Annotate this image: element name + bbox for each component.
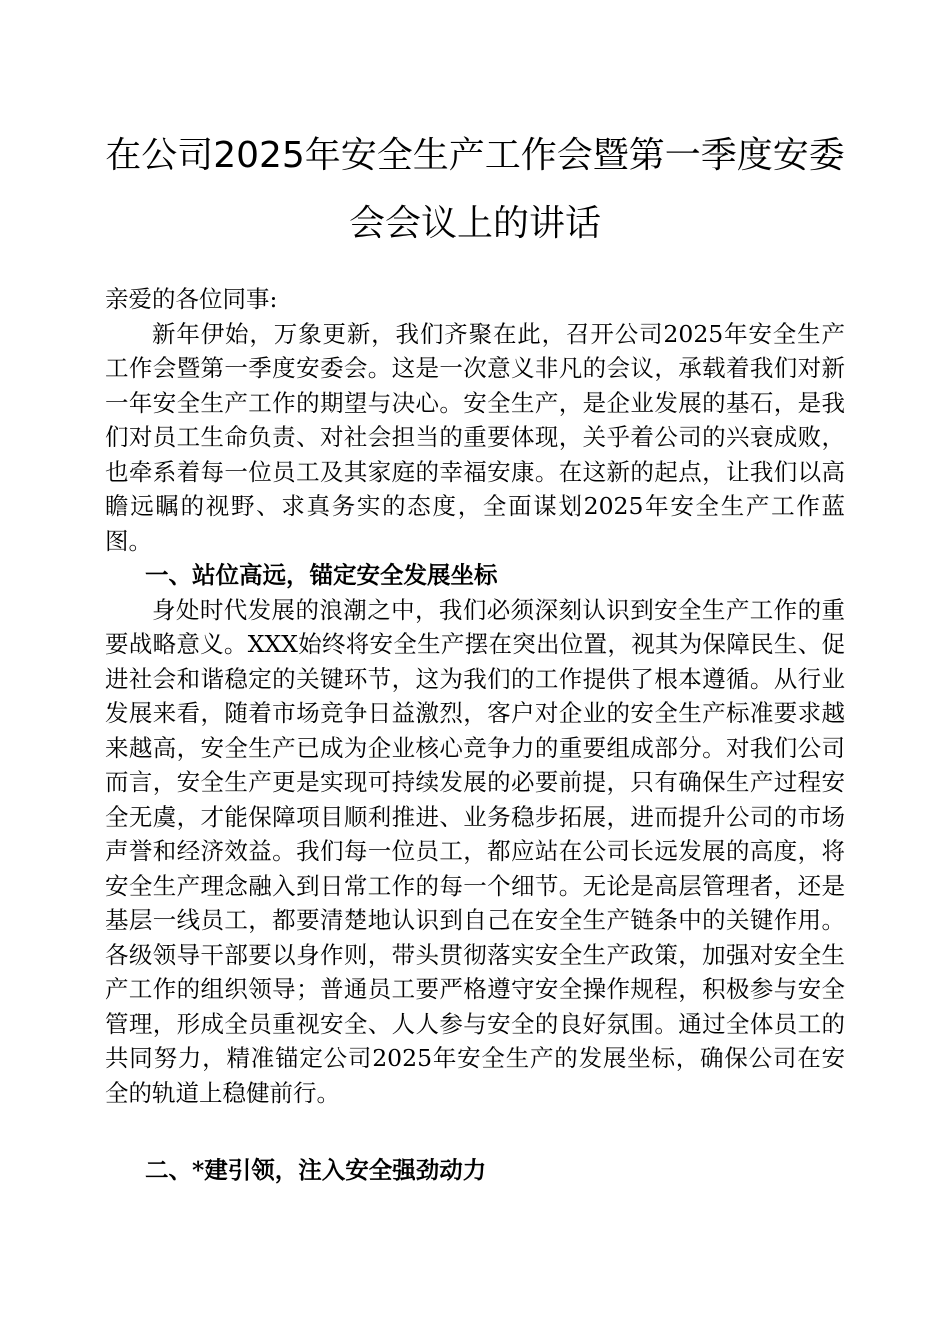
salutation: 亲爱的各位同事: [105, 285, 278, 313]
document-body [105, 282, 845, 1110]
document-title-line-1: 在公司2025年安全生产工作会暨第一季度安委 [105, 135, 845, 176]
section-1-heading: 一、站位高远，锚定安全发展坐标 [145, 561, 498, 589]
section-2-heading: 二、*建引领，注入安全强劲动力 [145, 1156, 487, 1184]
document-title-line-2: 会会议上的讲话 [348, 203, 601, 244]
section-1-paragraph: 身处时代发展的浪潮之中，我们必须深刻认识到安全生产工作的重要战略意义。XXX始终将安全生产摆在突出位置，视其为保障民生、促进社会和谐稳定的关键环节，这为我们的工作提供了根本遵循。从行业发展来看，随着市场竞争日益激烈，客户对企业的安全生产标准要求越来越高，安全生产已成为企业核心竞争力的重要组成部分。对我们公司而言，安全生产更是实现可持续发展的必要前提，只有确保生产过程安全无虞，才能保障项目顺利推进、业务稳步拓展，进而提升公司的市场声誉和经济效益。我们每一位员工，都应站在公司长远发展的高度，将安全生产理念融入到日常工作的每一个细节。无论是高层管理者，还是基层一线员工，都要清楚地认识到自己在安全生产链条中的关键作用。各级领导干部要以身作则，带头贯彻落实安全生产政策，加强对安全生产工作的组织领导；普通员工要严格遵守安全操作规程，积极参与安全管理，形成全员重视安全、人人参与安全的良好氛围。通过全体员工的共同努力，精准锚定公司2025年安全生产的发展坐标，确保公司在安全的轨道上稳健前行。 [105, 595, 845, 1107]
intro-paragraph: 新年伊始，万象更新，我们齐聚在此，召开公司2025年安全生产工作会暨第一季度安委会。这是一次意义非凡的会议，承载着我们对新一年安全生产工作的期望与决心。安全生产，是企业发展的基石，是我们对员工生命负责、对社会担当的重要体现，关乎着公司的兴衰成败，也牵系着每一位员工及其家庭的幸福安康。在这新的起点，让我们以高瞻远瞩的视野、求真务实的态度，全面谋划2025年安全生产工作蓝图。 [105, 319, 845, 555]
